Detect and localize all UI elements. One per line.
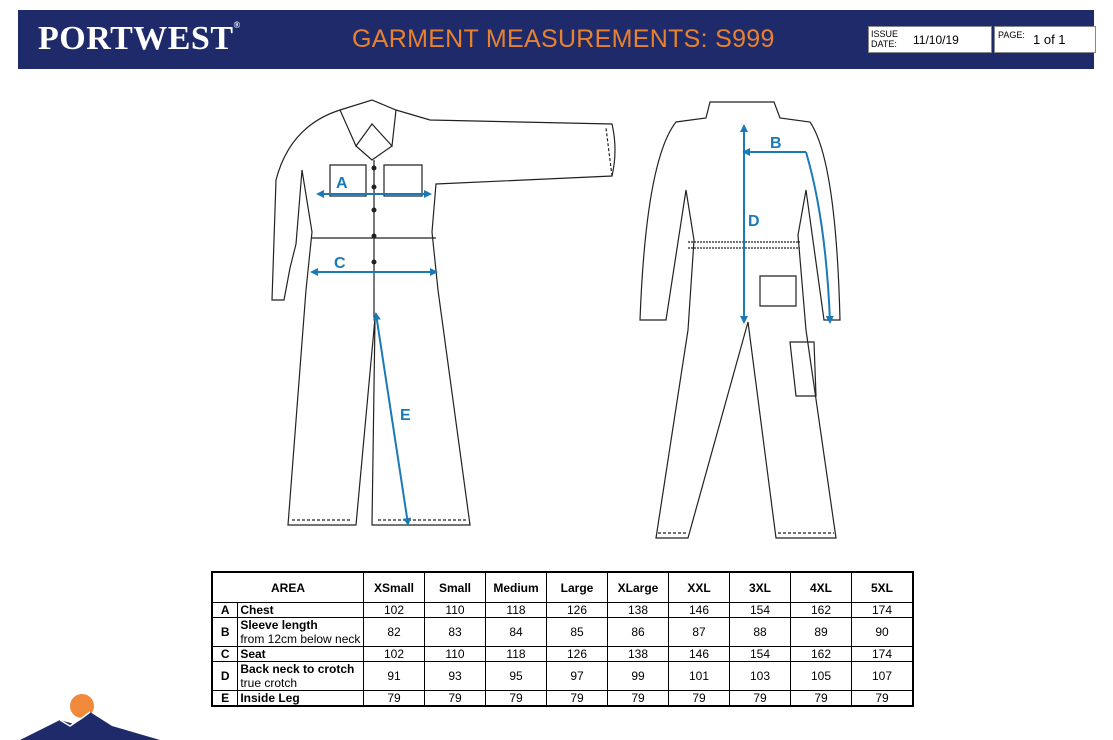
measurement-cell: 79 [364,691,425,707]
table-row [212,603,913,618]
size-header: Large [547,572,608,603]
size-table [211,571,914,707]
row-area [238,603,364,618]
label-d: D [748,213,760,230]
size-header: Small [425,572,486,603]
registered-mark: ® [233,20,241,30]
measurement-cell: 86 [608,618,669,647]
row-letter: C [212,647,238,662]
issue-label-line1: ISSUE [871,29,899,39]
size-table-body [212,603,913,707]
document-title: GARMENT MEASUREMENTS: S999 [352,25,775,53]
page-label: PAGE: [998,30,1025,40]
row-area [238,691,364,707]
size-header: 5XL [852,572,914,603]
area-header: AREA [212,572,364,603]
measurement-cell: 89 [791,618,852,647]
measurement-cell: 79 [730,691,791,707]
front-collar [340,110,396,146]
measurement-cell: 146 [669,603,730,618]
measurement-cell: 79 [669,691,730,707]
back-pocket [760,276,796,306]
area-name: Seat [240,647,266,661]
measurement-cell: 102 [364,647,425,662]
issue-label-line2: DATE: [871,39,897,49]
measurement-cell: 146 [669,647,730,662]
row-letter: B [212,618,238,647]
measurement-cell: 118 [486,647,547,662]
size-header: XLarge [608,572,669,603]
arrow-b-sleeve [806,152,830,322]
table-row [212,618,913,647]
measurement-cell: 85 [547,618,608,647]
measurement-cell: 101 [669,662,730,691]
row-area [238,647,364,662]
measurement-cell: 79 [608,691,669,707]
brand-name: PORTWEST [38,20,234,57]
row-area [238,618,364,647]
front-cuff-right [606,128,612,176]
label-a: A [336,175,348,192]
measurement-cell: 162 [791,603,852,618]
measurement-cell: 84 [486,618,547,647]
measurement-cell: 107 [852,662,914,691]
row-letter: A [212,603,238,618]
size-header: 3XL [730,572,791,603]
measurement-cell: 95 [486,662,547,691]
size-header: XSmall [364,572,425,603]
measurement-cell: 79 [486,691,547,707]
measurement-cell: 174 [852,647,914,662]
size-table-header [212,572,913,603]
measurement-cell: 79 [547,691,608,707]
measurement-cell: 79 [852,691,914,707]
measurement-cell: 118 [486,603,547,618]
measurement-cell: 79 [791,691,852,707]
front-lapel [356,146,392,160]
measurement-cell: 126 [547,603,608,618]
area-name: Sleeve length [240,618,318,632]
measurement-cell: 105 [791,662,852,691]
front-chest-pocket-right [384,165,422,196]
measurement-cell: 88 [730,618,791,647]
measurement-cell: 162 [791,647,852,662]
measurement-cell: 97 [547,662,608,691]
measurement-cell: 103 [730,662,791,691]
table-row [212,647,913,662]
measurement-cell: 154 [730,647,791,662]
area-note: true crotch [240,676,298,690]
measurement-cell: 174 [852,603,914,618]
measurement-cell: 138 [608,647,669,662]
measurement-cell: 82 [364,618,425,647]
label-c: C [334,255,346,272]
area-note: from 12cm below neck [240,632,361,646]
measurement-cell: 83 [425,618,486,647]
measurement-cell: 79 [425,691,486,707]
measurement-cell: 87 [669,618,730,647]
front-outline [272,100,615,525]
measurement-cell: 154 [730,603,791,618]
area-name: Back neck to crotch [240,662,355,676]
mountain-icon [20,712,160,740]
row-letter: E [212,691,238,707]
measurement-cell: 138 [608,603,669,618]
front-view [272,100,615,525]
measurement-cell: 90 [852,618,914,647]
size-header: Medium [486,572,547,603]
page-value: 1 of 1 [1033,32,1066,47]
label-e: E [400,407,411,424]
row-area [238,662,364,691]
measurement-cell: 110 [425,603,486,618]
measurement-cell: 126 [547,647,608,662]
measurement-cell: 93 [425,662,486,691]
size-header: XXL [669,572,730,603]
issue-date-value: 11/10/19 [913,33,959,47]
mountain-logo [20,688,160,740]
area-name: Chest [240,603,274,617]
table-row [212,691,913,707]
measurement-cell: 99 [608,662,669,691]
area-name: Inside Leg [240,691,300,705]
label-b: B [770,135,782,152]
row-letter: D [212,662,238,691]
measurement-cell: 91 [364,662,425,691]
size-header: 4XL [791,572,852,603]
table-row [212,662,913,691]
measurement-cell: 102 [364,603,425,618]
measurement-cell: 110 [425,647,486,662]
